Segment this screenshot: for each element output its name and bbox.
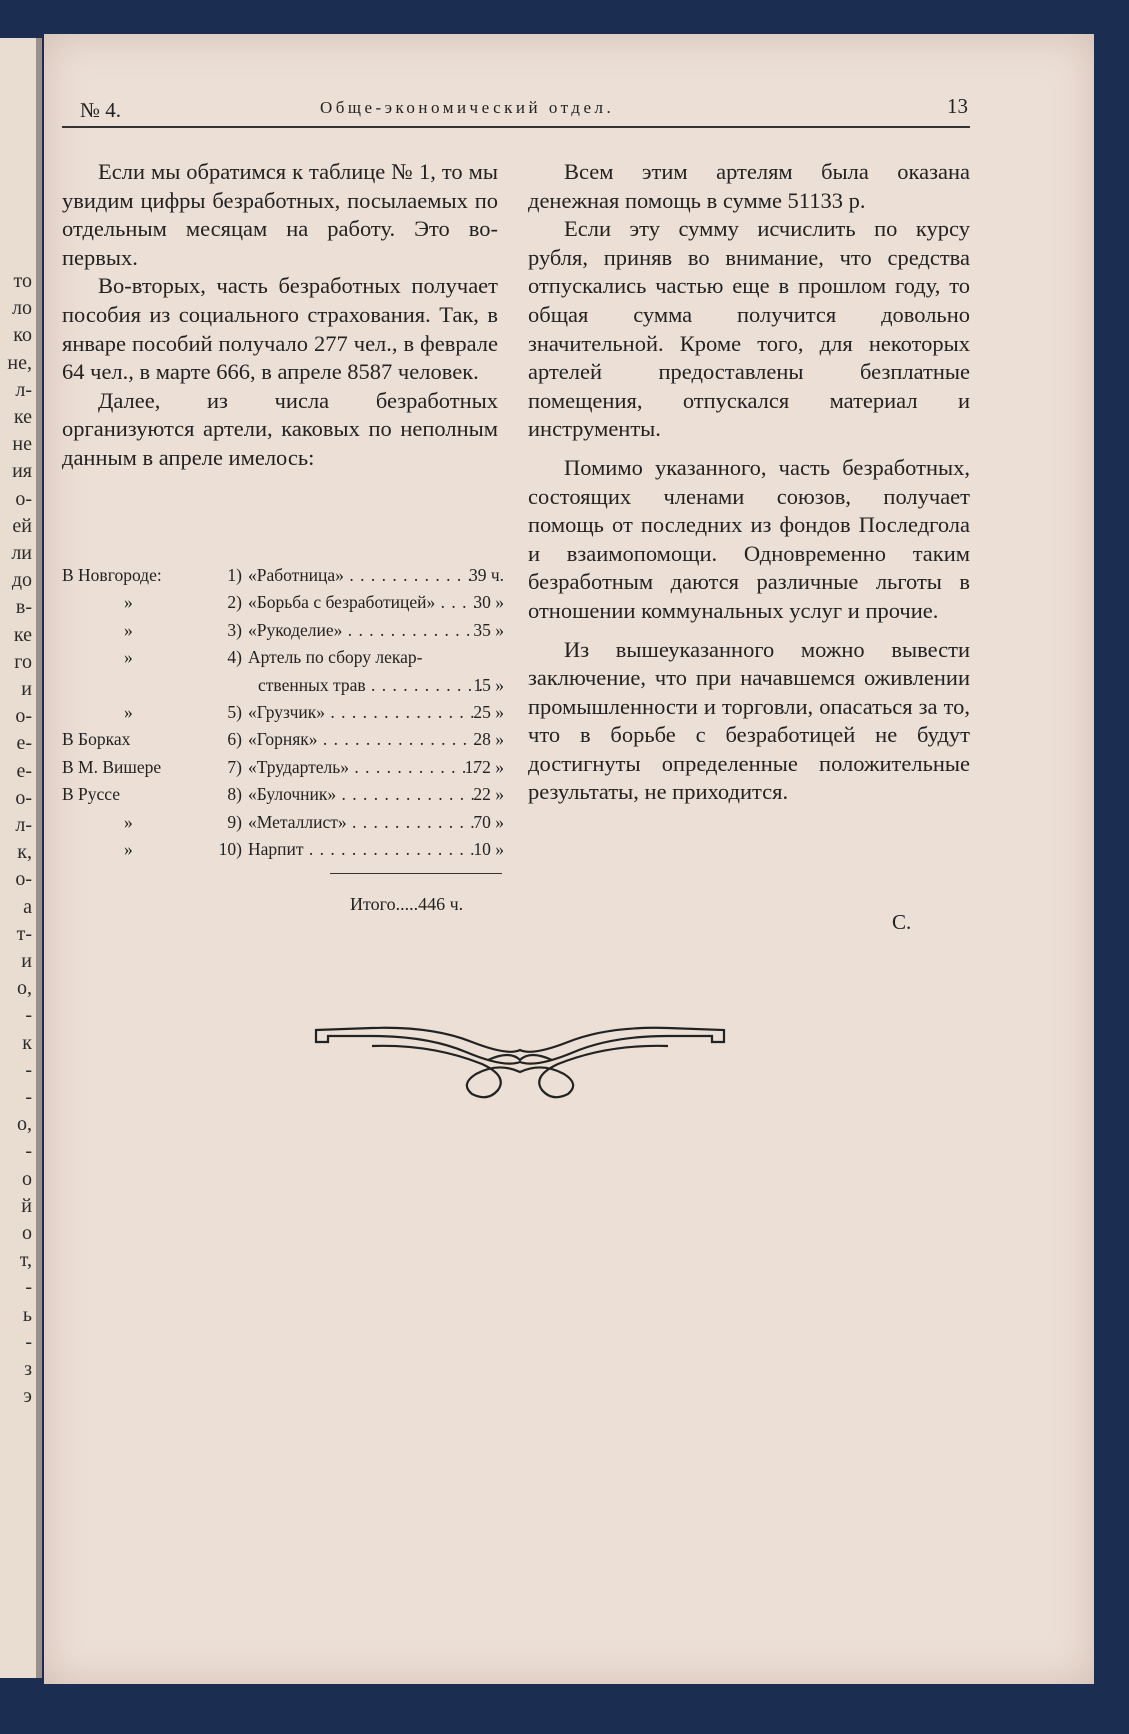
artel-row <box>62 781 504 808</box>
artel-city: В Руссе <box>62 784 121 805</box>
left-page-fragment: - <box>25 1058 32 1081</box>
left-page-fragment: ке <box>13 406 32 428</box>
artel-name: «Горняк» . . . <box>248 726 476 753</box>
artel-row <box>62 562 504 589</box>
left-page-fragment: о- <box>15 487 32 510</box>
left-page-fragment: в- <box>15 596 32 619</box>
artel-number: 3) <box>227 619 242 640</box>
artel-member-count: 15 » <box>473 674 504 695</box>
artel-member-count: 172 » <box>464 756 504 777</box>
signature: С. <box>892 910 912 934</box>
artel-row <box>62 589 504 616</box>
left-page-fragment: о <box>22 1167 32 1190</box>
total-rule <box>330 873 502 874</box>
artel-row <box>62 617 504 644</box>
left-column <box>62 158 498 473</box>
artel-member-count: 28 » <box>473 729 504 750</box>
artel-row <box>62 726 504 753</box>
left-page-fragment: о- <box>15 868 32 891</box>
left-page-fragment: о- <box>15 786 32 809</box>
artel-number: 1) <box>227 565 242 585</box>
artel-name: ственных трав . . . <box>258 672 486 699</box>
artel-row <box>62 809 504 836</box>
left-page-fragment: и <box>21 678 32 700</box>
artel-row <box>62 836 504 863</box>
left-page-fragment: и <box>21 950 32 972</box>
left-page-fragment: не <box>12 433 32 456</box>
artel-member-count: 39 ч. <box>468 565 504 585</box>
paragraph: Из вышеуказанного можно вывести заключение, что при начавшемся оживлении промышленности и торговли, опасаться за то, что в борьбе с безработицей не будут достигнуты определенные положительные результаты, не приходится. <box>528 636 970 805</box>
left-page-fragment: ке <box>13 623 32 646</box>
artel-number: 4) <box>227 647 242 668</box>
left-page-fragment: ло <box>12 297 32 320</box>
total-line: Итого.....446 ч. <box>350 894 464 914</box>
left-page-fragment: й <box>21 1194 32 1217</box>
artels-table <box>62 562 504 863</box>
left-page-fragment: к, <box>17 841 32 864</box>
paragraph: Далее, из числа безработных организуются артели, каковых по неполным данным в апреле имелось: <box>62 387 498 470</box>
artel-name: Артель по сбору лекар- <box>248 647 423 668</box>
left-page-fragment: ия <box>12 460 32 483</box>
issue-number: № 4. <box>80 98 122 122</box>
artel-name: «Работница» . . . <box>248 562 476 589</box>
running-header <box>40 94 970 130</box>
artel-number: 9) <box>227 811 242 832</box>
adjacent-page-edge <box>0 38 42 1678</box>
artel-city: » <box>124 838 133 859</box>
artel-city: В Новгороде: <box>62 565 162 585</box>
left-page-fragment: к <box>22 1031 32 1054</box>
left-page-fragment: - <box>25 1086 32 1108</box>
left-page-fragment: - <box>25 1276 32 1299</box>
left-page-fragment: до <box>11 569 32 592</box>
left-page-fragment: о- <box>15 705 32 728</box>
left-page-fragment: ей <box>12 514 32 537</box>
left-page-fragment: ь <box>22 1303 32 1326</box>
artel-name: «Металлист» . . . <box>248 809 476 836</box>
left-page-fragment: - <box>25 1004 32 1027</box>
left-page-fragment: ли <box>11 542 32 564</box>
left-page-fragment: - <box>25 1330 32 1353</box>
left-page-fragment: э <box>23 1385 32 1408</box>
artel-city: » <box>124 701 133 722</box>
artel-name: «Рукоделие» . . . <box>248 617 476 644</box>
artel-member-count: 30 » <box>473 592 504 613</box>
left-page-fragment: л- <box>15 378 32 401</box>
artel-member-count: 25 » <box>473 701 504 722</box>
section-title: Обще-экономический отдел. <box>320 98 615 117</box>
artel-row <box>62 754 504 781</box>
artel-city: » <box>124 647 133 668</box>
left-page-fragment: не, <box>7 351 32 374</box>
left-page-fragment: о <box>22 1222 32 1244</box>
left-page-fragment: го <box>14 650 32 673</box>
artel-member-count: 10 » <box>473 838 504 859</box>
left-page-fragment: ко <box>13 324 32 347</box>
paragraph: Во-вторых, часть безработных получает пособия из социального страхования. Так, в январе пособий получало 277 чел., в феврале 64 чел., в марте 666, в апреле 8587 человек. <box>62 273 498 385</box>
page-number: 13 <box>947 94 968 118</box>
artel-number: 7) <box>227 756 242 777</box>
artel-city: В М. Вишере <box>62 756 162 777</box>
artel-city: » <box>124 592 133 613</box>
left-page-fragment: е- <box>16 732 32 755</box>
left-page-fragment: т, <box>19 1249 32 1272</box>
artel-number: 5) <box>227 701 242 722</box>
left-page-fragment: т- <box>16 922 32 945</box>
artel-name: «Грузчик» . . . <box>248 699 476 726</box>
artel-row <box>62 699 504 726</box>
artel-city: » <box>124 811 133 832</box>
left-page-fragment: з <box>24 1358 32 1380</box>
artel-member-count: 70 » <box>473 811 504 832</box>
left-page-fragment: е- <box>16 759 32 782</box>
artel-name: «Трудартель» . . . <box>248 754 476 781</box>
artel-member-count: 22 » <box>473 784 504 805</box>
left-page-fragment: то <box>13 270 32 292</box>
ornament-divider <box>312 1020 728 1104</box>
left-page-fragment: а <box>23 895 32 918</box>
left-page-fragment: о, <box>17 977 32 1000</box>
artel-number: 10) <box>218 838 242 859</box>
paragraph: Помимо указанного, часть безработных, состоящих членами союзов, получает помощь от последних из фондов Последгола и взаимопомощи. Одновременно таким безработным даются различные льготы в отношении коммунальных услуг и прочие. <box>528 454 970 623</box>
artel-member-count: 35 » <box>473 619 504 640</box>
left-page-fragment: о, <box>17 1113 32 1136</box>
artel-number: 8) <box>227 784 242 805</box>
paragraph: Всем этим артелям была оказана денежная помощь в сумме 51133 р. <box>528 159 970 213</box>
header-rule <box>62 126 970 128</box>
left-page-fragment: - <box>25 1140 32 1163</box>
artel-city: » <box>124 619 133 640</box>
artel-city: В Борках <box>62 729 131 750</box>
right-column <box>528 158 970 807</box>
artel-number: 6) <box>227 729 242 750</box>
paragraph: Если эту сумму исчислить по курсу рубля, приняв во внимание, что средства отпускались частью еще в прошлом году, то общая сумма получится довольно значительной. Кроме того, для некоторых артелей предоставлены безплатные помещения, отпускался материал и инструменты. <box>528 216 970 442</box>
artel-row <box>62 672 504 699</box>
artel-name: Нарпит . . . <box>248 836 476 863</box>
artel-row <box>62 644 504 671</box>
left-page-fragment: л- <box>15 814 32 836</box>
artel-name: «Борьба с безработицей» . . . <box>248 589 476 616</box>
paragraph: Если мы обратимся к таблице № 1, то мы увидим цифры безработных, посылаемых по отдельным месяцам на работу. Это во-первых. <box>62 159 498 270</box>
artel-number: 2) <box>227 592 242 613</box>
artel-name: «Булочник» . . . <box>248 781 476 808</box>
